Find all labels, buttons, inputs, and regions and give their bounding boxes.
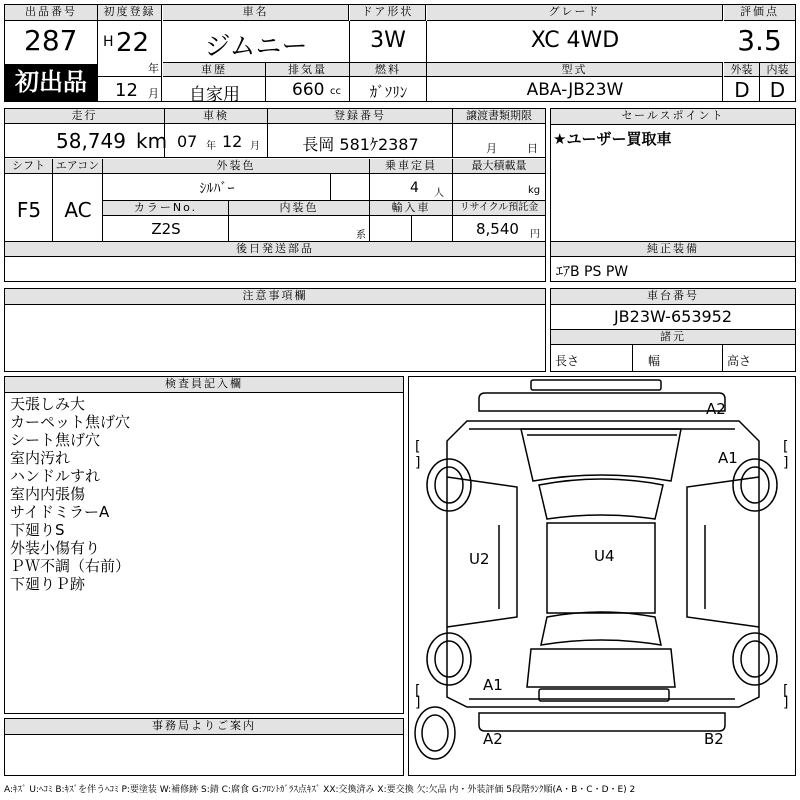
mark-u2: U2 (469, 550, 490, 568)
mark-a1-left: A1 (483, 676, 503, 694)
inspection-month: 12 (222, 132, 243, 151)
capacity-header: 乗車定員 (370, 159, 453, 174)
divider (103, 216, 229, 241)
divider (412, 216, 453, 241)
divider (453, 124, 545, 158)
interior-color-header: 内装色 (229, 201, 370, 216)
inspection-header: 車検 (165, 109, 268, 124)
chassis-number: JB23W-653952 (613, 307, 733, 326)
inspector-note: 天張しみ大 (10, 395, 86, 413)
reg-month-unit: 月 (148, 87, 159, 100)
divider (229, 216, 370, 241)
svg-text:]: ] (415, 695, 421, 711)
history-header: 車歴 (163, 63, 266, 77)
divider (722, 345, 723, 371)
damage-diagram (408, 376, 796, 776)
car-name: ジムニー (204, 32, 308, 62)
inspector-note: 外装小傷有り (10, 539, 101, 557)
mark-b2: B2 (704, 730, 724, 748)
reg-year-unit: 年 (148, 62, 159, 75)
first-listing-label: 初出品 (15, 68, 87, 96)
sales-point-header: セールスポイント (551, 109, 795, 125)
legend: A:ｷｽﾞ U:ﾍｺﾐ B:ｷｽﾞを伴うﾍｺﾐ P:要塗装 W:補修跡 S:錆 C:腐食 G:ﾌﾛﾝﾄｶﾞﾗｽ点ｷｽﾞ XX:交換済み X:要交換 欠:欠品 内・外装評価 5段階ﾗﾝｸ順(A・B・C・D・E) 2 (4, 785, 636, 795)
interior-grade: D (769, 78, 786, 102)
displacement: 660 (292, 80, 325, 100)
shift: F5 (16, 198, 42, 222)
color-no: Z2S (151, 220, 181, 238)
exterior-header: 外装 (724, 62, 760, 77)
divider (163, 77, 266, 101)
divider (453, 174, 545, 201)
inspector-note: 室内内張傷 (10, 485, 86, 503)
plate-header: 登録番号 (268, 109, 453, 124)
svg-text:]: ] (783, 455, 789, 471)
recycle-fee: 8,540 (476, 220, 519, 238)
office-header: 事務局よりご案内 (5, 719, 403, 735)
spec-length-label: 長さ (555, 354, 580, 368)
chassis-header: 車台番号 (551, 289, 795, 305)
divider (724, 77, 760, 101)
inspector-note: ＰＷ不調（右前） (10, 557, 131, 575)
equipment: ｴｱB PS PW (556, 264, 629, 280)
transfer-month: 月 (486, 142, 497, 155)
divider (165, 124, 268, 158)
inspector-note: サイドミラーA (10, 503, 110, 521)
svg-text:[: [ (783, 439, 789, 455)
svg-text:]: ] (415, 455, 421, 471)
first-listing-badge (5, 64, 97, 101)
score-header: 評価点 (724, 5, 795, 21)
displacement-unit: cc (330, 86, 341, 97)
score: 3.5 (737, 24, 782, 57)
lot-number-header: 出品番号 (5, 5, 97, 21)
mark-u4: U4 (594, 547, 615, 565)
divider (53, 174, 103, 241)
interior-color-unit: 系 (356, 230, 366, 241)
recycle-unit: 円 (530, 229, 540, 240)
svg-text:]: ] (783, 695, 789, 711)
inspector-note: シート焦げ穴 (10, 431, 101, 449)
door-type: 3W (370, 28, 406, 53)
transfer-day: 日 (527, 142, 538, 155)
divider (370, 174, 453, 201)
mark-a2-bottom: A2 (483, 730, 503, 748)
divider (268, 124, 453, 158)
divider (98, 76, 162, 77)
specs-header: 諸元 (551, 329, 795, 345)
exterior-grade: D (734, 78, 750, 102)
inspection-month-unit: 月 (250, 141, 260, 152)
car-outline-diagram (409, 377, 795, 775)
divider (103, 174, 331, 201)
max-load-header: 最大積載量 (453, 159, 545, 174)
ac: AC (64, 198, 92, 222)
fuel: ｶﾞｿﾘﾝ (369, 83, 408, 101)
shift-header: シフト (5, 159, 53, 174)
mileage: 58,749 (56, 129, 126, 153)
displacement-header: 排気量 (266, 63, 350, 77)
mark-a1-right: A1 (718, 449, 738, 467)
inspection-year: 07 (177, 132, 198, 151)
divider (331, 174, 370, 201)
svg-text:[: [ (415, 683, 421, 699)
inspector-note: 室内汚れ (10, 449, 71, 467)
reg-year: 22 (116, 28, 150, 58)
ac-header: エアコン (53, 159, 103, 174)
recycle-header: リサイクル預託金 (453, 201, 545, 216)
max-load-unit: kg (528, 185, 541, 196)
transfer-deadline-header: 譲渡書類期限 (453, 109, 545, 124)
divider (163, 21, 350, 62)
capacity: 4 (410, 180, 419, 196)
divider (350, 77, 427, 101)
model-header: 型式 (427, 63, 723, 77)
sales-point: ★ユーザー買取車 (553, 130, 672, 148)
divider (5, 174, 53, 241)
color-no-header: カラーNo. (103, 201, 229, 216)
capacity-unit: 人 (434, 188, 444, 199)
plate-number: 長岡 581ｹ2387 (302, 135, 419, 154)
inspector-note: カーペット焦げ穴 (10, 413, 131, 431)
svg-text:[: [ (415, 439, 421, 455)
divider (350, 21, 427, 62)
later-parts-header: 後日発送部品 (5, 241, 545, 257)
divider (427, 77, 723, 101)
grade-header: グレード (427, 5, 723, 21)
divider (266, 77, 350, 101)
color: ｼﾙﾊﾞｰ (199, 181, 235, 197)
model-code: ABA-JB23W (526, 80, 624, 100)
inspector-note: ハンドルすれ (10, 467, 101, 485)
equipment-header: 純正装備 (551, 241, 795, 257)
car-name-header: 車名 (163, 5, 349, 21)
inspection-year-unit: 年 (206, 141, 216, 152)
divider (5, 124, 168, 158)
inspector-note: 下廻りＰ跡 (10, 575, 86, 593)
interior-header: 内装 (760, 62, 795, 77)
import-header: 輸入車 (370, 201, 453, 216)
mileage-header: 走行 (5, 109, 165, 124)
first-reg-header: 初度登録 (98, 5, 162, 21)
spec-height-label: 高さ (727, 354, 752, 368)
divider (632, 345, 633, 371)
door-header: ドア形状 (350, 5, 426, 21)
spec-width-label: 幅 (648, 354, 661, 368)
history: 自家用 (189, 85, 240, 105)
fuel-header: 燃料 (350, 63, 427, 77)
caution-header: 注意事項欄 (5, 289, 545, 305)
reg-era: H (103, 34, 114, 50)
color-header: 外装色 (103, 159, 370, 174)
mark-a2-top: A2 (706, 400, 726, 418)
mileage-unit: km (136, 129, 168, 153)
svg-text:[: [ (783, 683, 789, 699)
reg-month: 12 (115, 80, 138, 101)
inspector-note: 下廻りS (10, 521, 65, 539)
divider (370, 216, 412, 241)
inspector-notes-list (10, 395, 130, 593)
lot-number: 287 (24, 24, 78, 57)
grade: XC 4WD (530, 28, 620, 53)
inspector-header: 検査員記入欄 (5, 377, 403, 393)
